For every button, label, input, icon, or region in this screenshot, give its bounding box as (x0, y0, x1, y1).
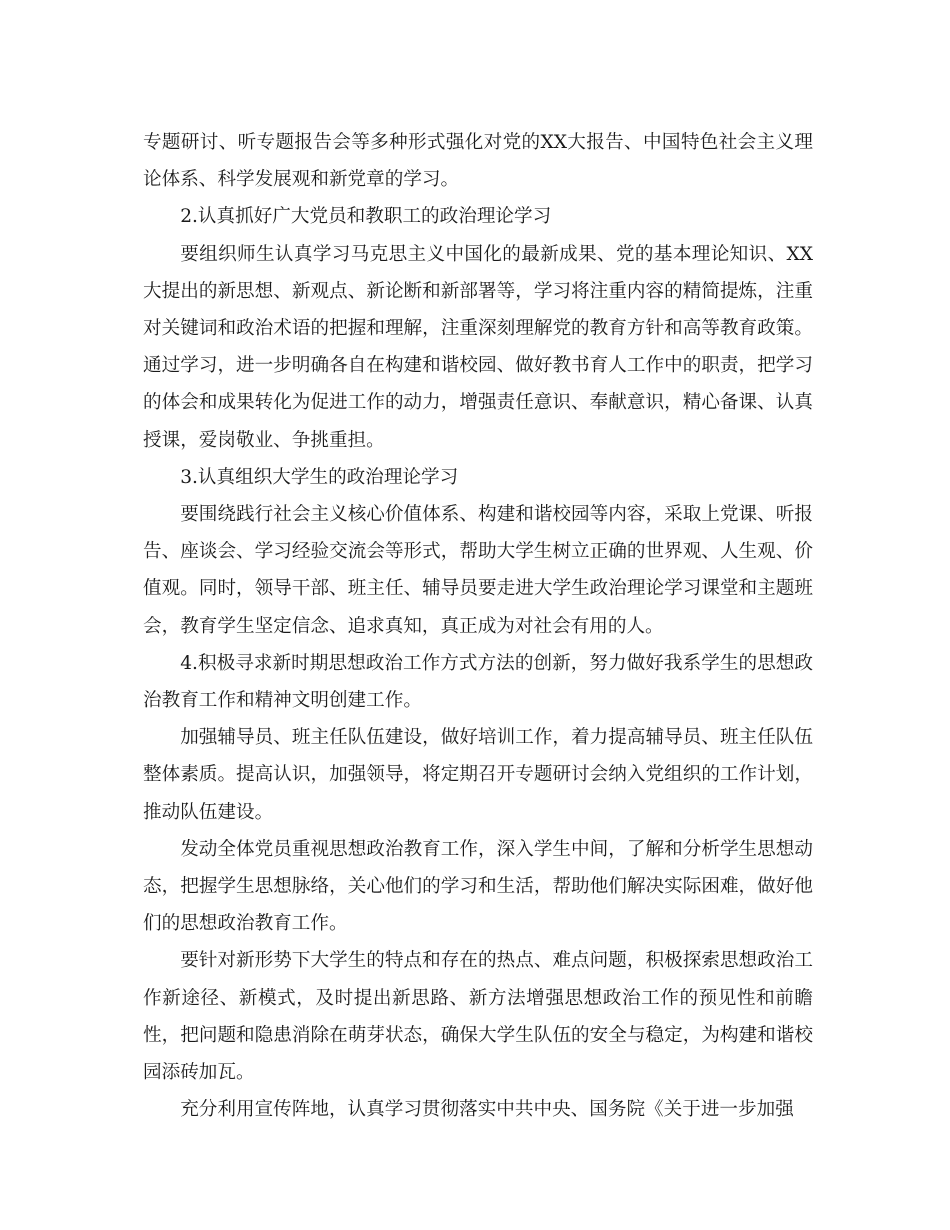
paragraph: 要围绕践行社会主义核心价值体系、构建和谐校园等内容，采取上党课、听报告、座谈会、学习经验交流会等形式，帮助大学生树立正确的世界观、人生观、价值观。同时，领导干部、班主任、辅导员要走进大学生政治理论学习课堂和主题班会，教育学生坚定信念、追求真知，真正成为对社会有用的人。 (143, 504, 813, 637)
heading-item-4: 4.积极寻求新时期思想政治工作方式方法的创新，努力做好我系学生的思想政治教育工作和精神文明创建工作。 (143, 652, 813, 712)
heading-item-3: 3.认真组织大学生的政治理论学习 (180, 466, 459, 488)
document-body (143, 124, 813, 1128)
paragraph: 加强辅导员、班主任队伍建设，做好培训工作，着力提高辅导员、班主任队伍整体素质。提高认识，加强领导，将定期召开专题研讨会纳入党组织的工作计划，推动队伍建设。 (143, 727, 813, 823)
heading-item-2: 2.认真抓好广大党员和教职工的政治理论学习 (180, 206, 552, 228)
paragraph-continuation: 专题研讨、听专题报告会等多种形式强化对党的XX大报告、中国特色社会主义理论体系、科学发展观和新党章的学习。 (143, 132, 813, 191)
paragraph-truncated: 充分利用宣传阵地，认真学习贯彻落实中共中央、国务院《关于进一步加强 (180, 1099, 794, 1121)
paragraph: 要组织师生认真学习马克思主义中国化的最新成果、党的基本理论知识、XX大提出的新思想、新观点、新论断和新部署等，学习将注重内容的精简提炼，注重对关键词和政治术语的把握和理解，注重深刻理解党的教育方针和高等教育政策。通过学习，进一步明确各自在构建和谐校园、做好教书育人工作中的职责，把学习的体会和成果转化为促进工作的动力，增强责任意识、奉献意识，精心备课、认真授课，爱岗敬业、争挑重担。 (143, 243, 813, 451)
paragraph: 发动全体党员重视思想政治教育工作，深入学生中间，了解和分析学生思想动态，把握学生思想脉络，关心他们的学习和生活，帮助他们解决实际困难，做好他们的思想政治教育工作。 (143, 838, 813, 935)
paragraph: 要针对新形势下大学生的特点和存在的热点、难点问题，积极探索思想政治工作新途径、新模式，及时提出新思路、新方法增强思想政治工作的预见性和前瞻性，把问题和隐患消除在萌芽状态，确保大学生队伍的安全与稳定，为构建和谐校园添砖加瓦。 (143, 950, 813, 1084)
